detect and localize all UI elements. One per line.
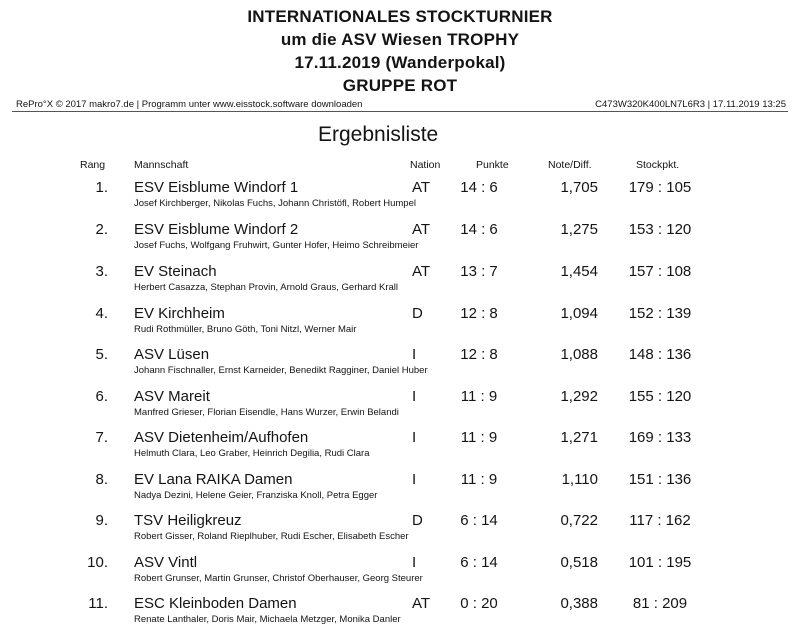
row-players: Robert Grunser, Martin Grunser, Christof Oberhauser, Georg Steurer — [134, 573, 423, 584]
header-divider — [12, 111, 788, 112]
row-team: ASV Lüsen — [134, 346, 210, 363]
row-stock-points: 117 : 162 — [629, 512, 691, 529]
title-line-4: GRUPPE ROT — [342, 76, 458, 95]
row-note: 1,705 — [560, 179, 598, 196]
row-stock-points: 179 : 105 — [628, 179, 692, 196]
row-points: 6 : 14 — [460, 512, 498, 529]
title-line-3: 17.11.2019 (Wanderpokal) — [294, 53, 506, 72]
row-team: ESV Eisblume Windorf 2 — [134, 221, 299, 238]
row-note: 0,722 — [560, 512, 598, 529]
row-points: 11 : 9 — [460, 429, 498, 446]
title-line-2: um die ASV Wiesen TROPHY — [280, 30, 520, 49]
row-nation: I — [412, 429, 417, 446]
row-note: 1,094 — [560, 305, 598, 322]
row-team: ESV Eisblume Windorf 1 — [134, 179, 299, 196]
row-note: 1,271 — [560, 429, 598, 446]
row-rank: 3. — [95, 263, 108, 280]
row-points: 12 : 8 — [460, 346, 498, 363]
row-team: ESC Kleinboden Damen — [134, 595, 297, 612]
row-points: 6 : 14 — [460, 554, 498, 571]
row-rank: 9. — [95, 512, 108, 529]
row-team: ASV Dietenheim/Aufhofen — [134, 429, 309, 446]
row-nation: D — [412, 305, 423, 322]
table-row — [0, 388, 800, 428]
row-nation: AT — [412, 263, 431, 280]
row-nation: I — [412, 471, 417, 488]
row-stock-points: 151 : 136 — [628, 471, 692, 488]
row-rank: 6. — [95, 388, 108, 405]
row-stock-points: 153 : 120 — [628, 221, 692, 238]
row-stock-points: 101 : 195 — [628, 554, 692, 571]
table-row — [0, 221, 800, 261]
row-team: EV Steinach — [134, 263, 217, 280]
row-team: TSV Heiligkreuz — [134, 512, 242, 529]
row-stock-points: 148 : 136 — [628, 346, 692, 363]
row-nation: D — [412, 512, 423, 529]
row-rank: 1. — [95, 179, 108, 196]
row-points: 11 : 9 — [460, 388, 498, 405]
column-header-stock: Stockpkt. — [636, 159, 680, 171]
column-header-rank: Rang — [80, 159, 106, 171]
row-stock-points: 81 : 209 — [632, 595, 688, 612]
column-header-points: Punkte — [476, 159, 509, 171]
row-note: 1,292 — [560, 388, 598, 405]
row-rank: 4. — [95, 305, 108, 322]
software-credit: RePro°X © 2017 makro7.de | Programm unter www.eisstock.software downloaden — [16, 99, 363, 110]
row-players: Renate Lanthaler, Doris Mair, Michaela Metzger, Monika Danler — [134, 614, 401, 625]
row-players: Josef Kirchberger, Nikolas Fuchs, Johann Christöfl, Robert Humpel — [134, 198, 416, 209]
table-row — [0, 346, 800, 386]
title-line-1: INTERNATIONALES STOCKTURNIER — [247, 7, 553, 26]
row-players: Rudi Rothmüller, Bruno Göth, Toni Nitzl, Werner Mair — [134, 324, 357, 335]
row-nation: I — [412, 388, 417, 405]
row-note: 1,088 — [560, 346, 598, 363]
table-row — [0, 305, 800, 345]
table-row — [0, 179, 800, 219]
row-players: Manfred Grieser, Florian Eisendle, Hans Wurzer, Erwin Belandi — [134, 407, 399, 418]
row-players: Robert Gisser, Roland Rieplhuber, Rudi Escher, Elisabeth Escher — [134, 531, 409, 542]
row-players: Josef Fuchs, Wolfgang Fruhwirt, Gunter Hofer, Heimo Schreibmeier — [134, 240, 419, 251]
row-note: 0,388 — [560, 595, 598, 612]
row-points: 14 : 6 — [460, 221, 498, 238]
row-team: ASV Mareit — [134, 388, 210, 405]
row-points: 13 : 7 — [460, 263, 498, 280]
row-nation: I — [412, 346, 417, 363]
row-points: 14 : 6 — [460, 179, 498, 196]
table-row — [0, 554, 800, 594]
table-row — [0, 471, 800, 511]
table-row — [0, 595, 800, 635]
row-rank: 11. — [88, 595, 108, 612]
row-stock-points: 169 : 133 — [628, 429, 692, 446]
row-team: EV Lana RAIKA Damen — [134, 471, 293, 488]
row-stock-points: 157 : 108 — [628, 263, 692, 280]
table-row — [0, 263, 800, 303]
row-nation: AT — [412, 179, 431, 196]
column-header-nation: Nation — [410, 159, 441, 171]
row-players: Nadya Dezini, Helene Geier, Franziska Knoll, Petra Egger — [134, 490, 378, 501]
row-note: 0,518 — [560, 554, 598, 571]
row-points: 12 : 8 — [460, 305, 498, 322]
row-team: EV Kirchheim — [134, 305, 225, 322]
document-code: C473W320K400LN7L6R3 | 17.11.2019 13:25 — [595, 99, 786, 110]
row-rank: 2. — [95, 221, 108, 238]
row-players: Johann Fischnaller, Ernst Karneider, Benedikt Ragginer, Daniel Huber — [134, 365, 428, 376]
row-rank: 5. — [95, 346, 108, 363]
row-rank: 10. — [87, 554, 108, 571]
row-nation: AT — [412, 595, 431, 612]
column-header-team: Mannschaft — [134, 159, 189, 171]
row-team: ASV Vintl — [134, 554, 198, 571]
row-points: 0 : 20 — [460, 595, 498, 612]
table-row — [0, 512, 800, 552]
row-note: 1,275 — [560, 221, 598, 238]
row-nation: AT — [412, 221, 431, 238]
row-note: 1,454 — [560, 263, 598, 280]
row-nation: I — [412, 554, 417, 571]
row-rank: 7. — [95, 429, 108, 446]
row-stock-points: 152 : 139 — [628, 305, 692, 322]
row-rank: 8. — [95, 471, 108, 488]
column-header-note: Note/Diff. — [548, 159, 592, 171]
row-points: 11 : 9 — [460, 471, 498, 488]
table-row — [0, 429, 800, 469]
row-players: Herbert Casazza, Stephan Provin, Arnold Graus, Gerhard Krall — [134, 282, 399, 293]
row-note: 1,110 — [561, 471, 598, 488]
row-players: Helmuth Clara, Leo Graber, Heinrich Degilia, Rudi Clara — [134, 448, 370, 459]
row-stock-points: 155 : 120 — [628, 388, 692, 405]
page-title: Ergebnisliste — [318, 123, 439, 146]
